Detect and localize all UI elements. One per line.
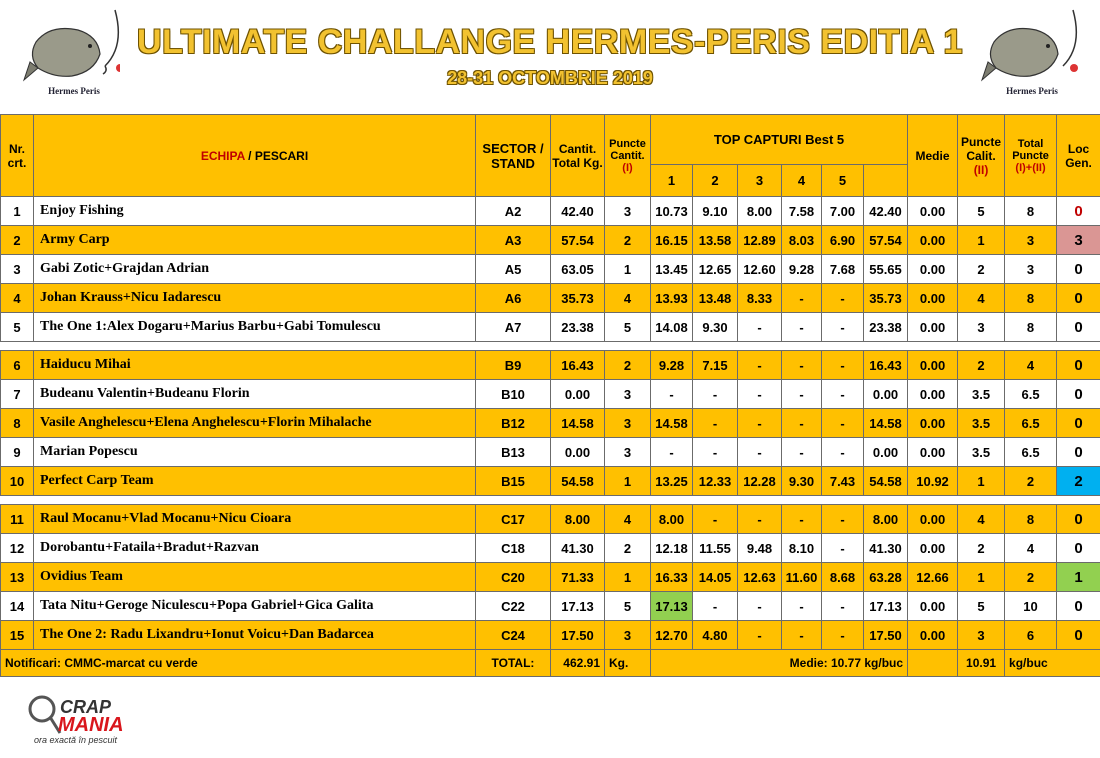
cell-c4: - bbox=[782, 621, 822, 650]
cell-cantit: 17.50 bbox=[551, 621, 605, 650]
cell-c5: - bbox=[822, 284, 864, 313]
cell-medie: 0.00 bbox=[908, 255, 958, 284]
cell-c2: 13.58 bbox=[693, 226, 738, 255]
cell-total: 6.5 bbox=[1005, 409, 1057, 438]
cell-total: 6.5 bbox=[1005, 438, 1057, 467]
cell-c3: - bbox=[738, 351, 782, 380]
cell-medie: 0.00 bbox=[908, 197, 958, 226]
cell-name: The One 2: Radu Lixandru+Ionut Voicu+Dan Badarcea bbox=[34, 621, 476, 650]
cell-c4: - bbox=[782, 592, 822, 621]
cell-total: 8 bbox=[1005, 505, 1057, 534]
cell-medie: 0.00 bbox=[908, 313, 958, 342]
cell-nr: 14 bbox=[1, 592, 34, 621]
cell-c1: 17.13 bbox=[651, 592, 693, 621]
cell-cantit: 8.00 bbox=[551, 505, 605, 534]
cell-total: 2 bbox=[1005, 467, 1057, 496]
cell-cantit: 71.33 bbox=[551, 563, 605, 592]
cell-total: 3 bbox=[1005, 255, 1057, 284]
cell-name: Vasile Anghelescu+Elena Anghelescu+Florin Mihalache bbox=[34, 409, 476, 438]
cell-sum: 0.00 bbox=[864, 438, 908, 467]
logo-right-text: Hermes Peris bbox=[1006, 86, 1058, 96]
cell-c4: 8.03 bbox=[782, 226, 822, 255]
cell-sum: 35.73 bbox=[864, 284, 908, 313]
group-separator-cell bbox=[1, 342, 1100, 351]
col-nr: Nr. crt. bbox=[1, 115, 34, 197]
cell-loc: 0 bbox=[1057, 255, 1100, 284]
footer-total-label: TOTAL: bbox=[476, 650, 551, 677]
cell-name: Perfect Carp Team bbox=[34, 467, 476, 496]
cell-pc: 1 bbox=[605, 255, 651, 284]
cell-c5: - bbox=[822, 621, 864, 650]
col-echipa-label: ECHIPA bbox=[200, 148, 245, 163]
cell-nr: 2 bbox=[1, 226, 34, 255]
cell-stand: C20 bbox=[476, 563, 551, 592]
cell-name: Gabi Zotic+Grajdan Adrian bbox=[34, 255, 476, 284]
cell-c3: 12.63 bbox=[738, 563, 782, 592]
table-row bbox=[1, 409, 1100, 438]
cell-total: 4 bbox=[1005, 534, 1057, 563]
cell-medie: 10.92 bbox=[908, 467, 958, 496]
cell-pc: 3 bbox=[605, 621, 651, 650]
cell-pc: 5 bbox=[605, 313, 651, 342]
cell-total: 6.5 bbox=[1005, 380, 1057, 409]
cell-stand: C17 bbox=[476, 505, 551, 534]
cell-medie: 0.00 bbox=[908, 621, 958, 650]
cell-c1: 10.73 bbox=[651, 197, 693, 226]
cell-c1: 12.70 bbox=[651, 621, 693, 650]
col-puncte-calit-sub: (II) bbox=[973, 162, 989, 177]
cell-total: 2 bbox=[1005, 563, 1057, 592]
cell-c1: - bbox=[651, 438, 693, 467]
col-puncte-calit bbox=[958, 115, 1005, 197]
cell-pcal: 3.5 bbox=[958, 409, 1005, 438]
cell-nr: 15 bbox=[1, 621, 34, 650]
cell-stand: A5 bbox=[476, 255, 551, 284]
cell-c2: 7.15 bbox=[693, 351, 738, 380]
cell-c5: - bbox=[822, 409, 864, 438]
footer-medie2-value: 10.91 bbox=[958, 650, 1005, 677]
cell-name: Tata Nitu+Geroge Niculescu+Popa Gabriel+Gica Galita bbox=[34, 592, 476, 621]
cell-pcal: 3 bbox=[958, 621, 1005, 650]
cell-c5: - bbox=[822, 380, 864, 409]
table-row bbox=[1, 621, 1100, 650]
cell-loc: 2 bbox=[1057, 467, 1100, 496]
cell-c5: - bbox=[822, 438, 864, 467]
col-cantit: Cantit. Total Kg. bbox=[551, 115, 605, 197]
cell-pc: 3 bbox=[605, 438, 651, 467]
cell-c4: - bbox=[782, 409, 822, 438]
cell-cantit: 0.00 bbox=[551, 380, 605, 409]
cell-c2: 11.55 bbox=[693, 534, 738, 563]
cell-c2: 13.48 bbox=[693, 284, 738, 313]
cell-nr: 5 bbox=[1, 313, 34, 342]
results-body bbox=[1, 197, 1100, 650]
cell-c2: 4.80 bbox=[693, 621, 738, 650]
cell-pcal: 3.5 bbox=[958, 438, 1005, 467]
cell-medie: 0.00 bbox=[908, 284, 958, 313]
cell-c3: - bbox=[738, 621, 782, 650]
col-pescari-label: / PESCARI bbox=[244, 148, 309, 163]
cell-c2: - bbox=[693, 438, 738, 467]
col-loc: Loc Gen. bbox=[1057, 115, 1100, 197]
cell-c5: - bbox=[822, 592, 864, 621]
col-top-capturi: TOP CAPTURI Best 5 bbox=[651, 115, 908, 165]
cell-c1: 13.25 bbox=[651, 467, 693, 496]
col-puncte-cantit-label: Puncte Cantit. bbox=[609, 137, 646, 162]
logo-left-text: Hermes Peris bbox=[48, 86, 100, 96]
cell-c3: 8.00 bbox=[738, 197, 782, 226]
cell-loc: 0 bbox=[1057, 380, 1100, 409]
cell-name: The One 1:Alex Dogaru+Marius Barbu+Gabi Tomulescu bbox=[34, 313, 476, 342]
cell-medie: 0.00 bbox=[908, 534, 958, 563]
cell-c4: 9.28 bbox=[782, 255, 822, 284]
cell-stand: B12 bbox=[476, 409, 551, 438]
col-total-puncte bbox=[1005, 115, 1057, 197]
cell-medie: 0.00 bbox=[908, 592, 958, 621]
cell-nr: 3 bbox=[1, 255, 34, 284]
cell-cantit: 41.30 bbox=[551, 534, 605, 563]
cell-c5: 7.68 bbox=[822, 255, 864, 284]
cell-loc: 0 bbox=[1057, 621, 1100, 650]
cell-total: 10 bbox=[1005, 592, 1057, 621]
cell-total: 4 bbox=[1005, 351, 1057, 380]
table-row bbox=[1, 438, 1100, 467]
cell-cantit: 54.58 bbox=[551, 467, 605, 496]
footer-empty bbox=[908, 650, 958, 677]
col-top-1: 1 bbox=[651, 165, 693, 197]
cell-c4: - bbox=[782, 380, 822, 409]
cell-stand: A7 bbox=[476, 313, 551, 342]
col-total-puncte-label: Total Puncte bbox=[1012, 137, 1049, 162]
cell-cantit: 0.00 bbox=[551, 438, 605, 467]
col-puncte-cantit-sub: (I) bbox=[622, 161, 633, 174]
table-row bbox=[1, 505, 1100, 534]
cell-pcal: 3.5 bbox=[958, 380, 1005, 409]
cell-c5: - bbox=[822, 505, 864, 534]
cell-pcal: 5 bbox=[958, 197, 1005, 226]
table-row bbox=[1, 534, 1100, 563]
table-row bbox=[1, 563, 1100, 592]
cell-pcal: 4 bbox=[958, 284, 1005, 313]
col-top-3: 3 bbox=[738, 165, 782, 197]
cell-name: Haiducu Mihai bbox=[34, 351, 476, 380]
cell-stand: C22 bbox=[476, 592, 551, 621]
cell-stand: B15 bbox=[476, 467, 551, 496]
cell-sum: 17.13 bbox=[864, 592, 908, 621]
cell-loc: 0 bbox=[1057, 534, 1100, 563]
cell-nr: 11 bbox=[1, 505, 34, 534]
cell-sum: 14.58 bbox=[864, 409, 908, 438]
cell-pc: 4 bbox=[605, 505, 651, 534]
cell-c4: 9.30 bbox=[782, 467, 822, 496]
cell-cantit: 63.05 bbox=[551, 255, 605, 284]
cell-c5: 8.68 bbox=[822, 563, 864, 592]
cell-nr: 4 bbox=[1, 284, 34, 313]
cell-nr: 7 bbox=[1, 380, 34, 409]
cell-c3: 8.33 bbox=[738, 284, 782, 313]
cell-c5: 7.00 bbox=[822, 197, 864, 226]
table-row bbox=[1, 351, 1100, 380]
footer-medie2-unit: kg/buc bbox=[1005, 650, 1100, 677]
cell-c1: 8.00 bbox=[651, 505, 693, 534]
cell-sum: 41.30 bbox=[864, 534, 908, 563]
cell-medie: 0.00 bbox=[908, 351, 958, 380]
cell-c5: - bbox=[822, 313, 864, 342]
cell-total: 3 bbox=[1005, 226, 1057, 255]
cell-c5: 6.90 bbox=[822, 226, 864, 255]
cell-pcal: 5 bbox=[958, 592, 1005, 621]
cell-c3: - bbox=[738, 380, 782, 409]
cell-c2: 14.05 bbox=[693, 563, 738, 592]
crapmania-logo bbox=[20, 693, 145, 748]
col-top-sum bbox=[864, 165, 908, 197]
cell-c3: 12.60 bbox=[738, 255, 782, 284]
cell-pcal: 1 bbox=[958, 563, 1005, 592]
cell-sum: 0.00 bbox=[864, 380, 908, 409]
col-puncte-calit-label: Puncte Calit. bbox=[961, 134, 1002, 163]
group-separator-cell bbox=[1, 496, 1100, 505]
cell-c3: 12.28 bbox=[738, 467, 782, 496]
cell-c1: 13.45 bbox=[651, 255, 693, 284]
cell-nr: 8 bbox=[1, 409, 34, 438]
cell-loc: 0 bbox=[1057, 197, 1100, 226]
col-top-4: 4 bbox=[782, 165, 822, 197]
cell-loc: 0 bbox=[1057, 592, 1100, 621]
cell-c1: 13.93 bbox=[651, 284, 693, 313]
cell-loc: 0 bbox=[1057, 409, 1100, 438]
cell-pc: 2 bbox=[605, 351, 651, 380]
table-row bbox=[1, 467, 1100, 496]
cell-loc: 3 bbox=[1057, 226, 1100, 255]
footer-total-unit: Kg. bbox=[605, 650, 651, 677]
cell-loc: 1 bbox=[1057, 563, 1100, 592]
col-echipa bbox=[34, 115, 476, 197]
cell-stand: B13 bbox=[476, 438, 551, 467]
col-medie: Medie bbox=[908, 115, 958, 197]
cell-c3: - bbox=[738, 592, 782, 621]
cell-c1: 14.08 bbox=[651, 313, 693, 342]
cell-pcal: 3 bbox=[958, 313, 1005, 342]
cell-c2: 12.65 bbox=[693, 255, 738, 284]
cell-sum: 17.50 bbox=[864, 621, 908, 650]
cell-medie: 0.00 bbox=[908, 438, 958, 467]
cell-name: Army Carp bbox=[34, 226, 476, 255]
cell-c3: - bbox=[738, 409, 782, 438]
crapmania-tagline: ora exactă în pescuit bbox=[34, 735, 118, 745]
cell-cantit: 14.58 bbox=[551, 409, 605, 438]
cell-stand: A2 bbox=[476, 197, 551, 226]
cell-c2: - bbox=[693, 380, 738, 409]
col-top-2: 2 bbox=[693, 165, 738, 197]
footer-note: Notificari: CMMC-marcat cu verde bbox=[1, 650, 476, 677]
cell-pc: 1 bbox=[605, 563, 651, 592]
cell-c1: - bbox=[651, 380, 693, 409]
cell-stand: C18 bbox=[476, 534, 551, 563]
cell-total: 8 bbox=[1005, 313, 1057, 342]
cell-pc: 2 bbox=[605, 226, 651, 255]
cell-c3: - bbox=[738, 438, 782, 467]
cell-name: Johan Krauss+Nicu Iadarescu bbox=[34, 284, 476, 313]
cell-c1: 16.15 bbox=[651, 226, 693, 255]
col-puncte-cantit bbox=[605, 115, 651, 197]
cell-cantit: 23.38 bbox=[551, 313, 605, 342]
col-top-5: 5 bbox=[822, 165, 864, 197]
group-separator bbox=[1, 496, 1100, 505]
cell-nr: 1 bbox=[1, 197, 34, 226]
cell-loc: 0 bbox=[1057, 505, 1100, 534]
cell-name: Enjoy Fishing bbox=[34, 197, 476, 226]
table-row bbox=[1, 592, 1100, 621]
cell-c4: 7.58 bbox=[782, 197, 822, 226]
cell-c5: - bbox=[822, 351, 864, 380]
cell-nr: 10 bbox=[1, 467, 34, 496]
cell-cantit: 17.13 bbox=[551, 592, 605, 621]
cell-medie: 0.00 bbox=[908, 409, 958, 438]
cell-c3: - bbox=[738, 505, 782, 534]
cell-c1: 12.18 bbox=[651, 534, 693, 563]
cell-sum: 8.00 bbox=[864, 505, 908, 534]
cell-name: Marian Popescu bbox=[34, 438, 476, 467]
page-title: ULTIMATE CHALLANGE HERMES-PERIS EDITIA 1 bbox=[137, 23, 963, 61]
cell-medie: 12.66 bbox=[908, 563, 958, 592]
cell-loc: 0 bbox=[1057, 438, 1100, 467]
footer-medie: Medie: 10.77 kg/buc bbox=[651, 650, 908, 677]
cell-c4: 11.60 bbox=[782, 563, 822, 592]
cell-name: Budeanu Valentin+Budeanu Florin bbox=[34, 380, 476, 409]
cell-loc: 0 bbox=[1057, 284, 1100, 313]
col-sector: SECTOR / STAND bbox=[476, 115, 551, 197]
cell-pcal: 4 bbox=[958, 505, 1005, 534]
cell-name: Ovidius Team bbox=[34, 563, 476, 592]
cell-pc: 3 bbox=[605, 380, 651, 409]
cell-stand: A3 bbox=[476, 226, 551, 255]
cell-pc: 2 bbox=[605, 534, 651, 563]
cell-stand: B9 bbox=[476, 351, 551, 380]
cell-cantit: 35.73 bbox=[551, 284, 605, 313]
cell-pcal: 2 bbox=[958, 351, 1005, 380]
cell-total: 8 bbox=[1005, 197, 1057, 226]
cell-pcal: 2 bbox=[958, 255, 1005, 284]
footer-total-value: 462.91 bbox=[551, 650, 605, 677]
cell-cantit: 16.43 bbox=[551, 351, 605, 380]
cell-medie: 0.00 bbox=[908, 380, 958, 409]
cell-pc: 5 bbox=[605, 592, 651, 621]
table-row bbox=[1, 380, 1100, 409]
crapmania-top: CRAP bbox=[60, 697, 112, 717]
cell-nr: 9 bbox=[1, 438, 34, 467]
crapmania-bottom: MANIA bbox=[58, 714, 124, 736]
cell-c2: 9.10 bbox=[693, 197, 738, 226]
table-row bbox=[1, 197, 1100, 226]
cell-total: 8 bbox=[1005, 284, 1057, 313]
cell-c5: 7.43 bbox=[822, 467, 864, 496]
cell-c4: - bbox=[782, 438, 822, 467]
cell-sum: 42.40 bbox=[864, 197, 908, 226]
cell-pc: 1 bbox=[605, 467, 651, 496]
cell-cantit: 57.54 bbox=[551, 226, 605, 255]
cell-c4: - bbox=[782, 505, 822, 534]
cell-c3: 9.48 bbox=[738, 534, 782, 563]
cell-total: 6 bbox=[1005, 621, 1057, 650]
event-date: 28-31 OCTOMBRIE 2019 bbox=[447, 68, 653, 88]
cell-c4: - bbox=[782, 284, 822, 313]
cell-stand: A6 bbox=[476, 284, 551, 313]
cell-c4: - bbox=[782, 313, 822, 342]
cell-sum: 57.54 bbox=[864, 226, 908, 255]
cell-c4: - bbox=[782, 351, 822, 380]
cell-sum: 54.58 bbox=[864, 467, 908, 496]
table-row bbox=[1, 226, 1100, 255]
cell-c1: 14.58 bbox=[651, 409, 693, 438]
cell-c1: 16.33 bbox=[651, 563, 693, 592]
cell-c2: - bbox=[693, 409, 738, 438]
cell-pc: 3 bbox=[605, 409, 651, 438]
cell-nr: 13 bbox=[1, 563, 34, 592]
cell-c2: 12.33 bbox=[693, 467, 738, 496]
table-row bbox=[1, 255, 1100, 284]
cell-pcal: 2 bbox=[958, 534, 1005, 563]
cell-medie: 0.00 bbox=[908, 226, 958, 255]
cell-name: Raul Mocanu+Vlad Mocanu+Nicu Cioara bbox=[34, 505, 476, 534]
cell-c2: - bbox=[693, 592, 738, 621]
cell-pc: 3 bbox=[605, 197, 651, 226]
cell-nr: 6 bbox=[1, 351, 34, 380]
cell-c5: - bbox=[822, 534, 864, 563]
cell-stand: C24 bbox=[476, 621, 551, 650]
cell-pcal: 1 bbox=[958, 467, 1005, 496]
cell-c2: - bbox=[693, 505, 738, 534]
cell-c4: 8.10 bbox=[782, 534, 822, 563]
cell-cantit: 42.40 bbox=[551, 197, 605, 226]
group-separator bbox=[1, 342, 1100, 351]
cell-nr: 12 bbox=[1, 534, 34, 563]
col-total-puncte-sub: (I)+(II) bbox=[1015, 161, 1046, 174]
cell-sum: 23.38 bbox=[864, 313, 908, 342]
cell-loc: 0 bbox=[1057, 313, 1100, 342]
cell-c1: 9.28 bbox=[651, 351, 693, 380]
cell-name: Dorobantu+Fataila+Bradut+Razvan bbox=[34, 534, 476, 563]
cell-c3: - bbox=[738, 313, 782, 342]
cell-sum: 16.43 bbox=[864, 351, 908, 380]
cell-c2: 9.30 bbox=[693, 313, 738, 342]
cell-sum: 63.28 bbox=[864, 563, 908, 592]
cell-medie: 0.00 bbox=[908, 505, 958, 534]
cell-c3: 12.89 bbox=[738, 226, 782, 255]
table-row bbox=[1, 284, 1100, 313]
cell-pcal: 1 bbox=[958, 226, 1005, 255]
cell-stand: B10 bbox=[476, 380, 551, 409]
cell-sum: 55.65 bbox=[864, 255, 908, 284]
table-row bbox=[1, 313, 1100, 342]
cell-pc: 4 bbox=[605, 284, 651, 313]
results-table bbox=[0, 114, 1100, 677]
cell-loc: 0 bbox=[1057, 351, 1100, 380]
